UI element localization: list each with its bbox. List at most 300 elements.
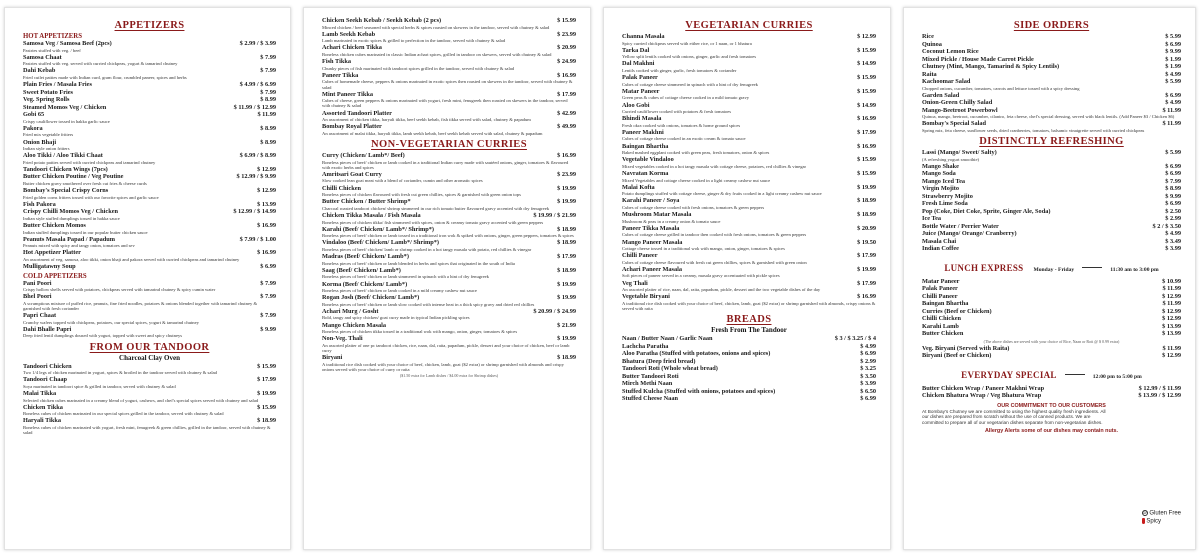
menu-item bbox=[622, 102, 876, 110]
item-price: $ 14.99 bbox=[857, 101, 876, 109]
menu-item bbox=[23, 201, 276, 209]
menu-item bbox=[23, 363, 276, 371]
menu-item bbox=[622, 47, 876, 55]
item-name: Chutney (Mint, Mango, Tamarind & Spicy Lentils) bbox=[922, 63, 1060, 70]
menu-item bbox=[922, 200, 1181, 208]
menu-item bbox=[622, 170, 876, 178]
item-name: Mango Iced Tea bbox=[922, 177, 966, 185]
menu-item bbox=[922, 245, 1181, 253]
item-description: A traditional rice dish cooked with your choice of beef, chicken, lamb, goat ($2 extra) or shrimp garnished with almonds, crispy onions & served with raita bbox=[622, 300, 876, 312]
item-name: Rogan Josh (Beef/ Chicken/ Lamb*) bbox=[322, 294, 420, 302]
item-price: $ 7.99 bbox=[260, 53, 276, 61]
item-price: $ 7.99 bbox=[260, 293, 276, 301]
item-price: $ 12.99 bbox=[1162, 307, 1181, 315]
item-name: Virgin Mojito bbox=[922, 185, 960, 193]
item-description: Spicy curried chickpeas served with either rice, or 1 naan, or 1 bhatura bbox=[622, 40, 752, 46]
item-name: Mango Shake bbox=[922, 162, 959, 170]
menu-item bbox=[23, 54, 276, 62]
item-name: Lamb Seekh Kebab bbox=[322, 30, 376, 38]
item-name: Palak Paneer bbox=[922, 285, 958, 293]
item-price: $ 17.99 bbox=[857, 252, 876, 260]
item-price: $ 6.99 bbox=[860, 350, 876, 358]
item-name: Chilli Paneer bbox=[922, 292, 958, 300]
item-price: $ 19.99 bbox=[557, 198, 576, 206]
item-name: Rice bbox=[922, 33, 934, 40]
menu-item bbox=[322, 253, 576, 261]
side-orders-heading: SIDE ORDERS bbox=[1013, 20, 1090, 31]
item-name: Strawberry Mojito bbox=[922, 192, 973, 200]
menu-item bbox=[922, 230, 1181, 238]
item-name: Vegetable Vindaloo bbox=[622, 156, 674, 164]
item-name: Mango Soda bbox=[922, 170, 956, 178]
menu-item bbox=[622, 60, 876, 68]
menu-panel-3 bbox=[603, 7, 891, 550]
menu-item bbox=[23, 139, 276, 147]
item-description: Boneless pieces of beef/ chicken or lamb simmered in spinach with a hint of dry fenugreek bbox=[322, 274, 489, 280]
item-name: Chilli Chicken bbox=[922, 315, 962, 323]
item-price: $ 19.99 / $ 21.99 bbox=[533, 212, 576, 220]
item-price: $ 3.99 bbox=[860, 380, 876, 388]
menu-item bbox=[23, 249, 276, 257]
item-name: Tarka Dal bbox=[622, 46, 650, 54]
item-description: Two 1/4 legs of chicken marinated in yogurt, spices & broiled in the tandoor served with chutney & salad bbox=[23, 370, 217, 376]
item-price: $ 5.99 bbox=[1165, 78, 1181, 85]
item-description: Soya marinated in tandoori spice & grilled in tandoor, served with chutney & salad bbox=[23, 383, 176, 389]
item-description: Boneless chicken cubes marinated in classic Indian achari spices, grilled in tandoor on skewers, served with chutney & salad bbox=[322, 51, 552, 57]
menu-item bbox=[23, 376, 276, 384]
item-price: $ 19.50 bbox=[857, 238, 876, 246]
item-price: $ 42.99 bbox=[557, 109, 576, 117]
veg-curries-heading: VEGETARIAN CURRIES bbox=[685, 20, 813, 31]
item-description: Butter chicken gravy smothered over fresh cut fries & cheese curds bbox=[23, 180, 147, 186]
item-name: Chicken Seekh Kebab / Seekh Kebab (2 pcs) bbox=[322, 17, 442, 24]
item-description: Boneless pieces of beef/ chicken or lamb slow cooked with intense heat in a thick spicy gravy and dried red chillies bbox=[322, 301, 535, 307]
item-name: Haryali Tikka bbox=[23, 417, 62, 425]
item-description: Peanuts mixed with spicy and tangy onion, tomatoes and sev bbox=[23, 243, 135, 249]
item-name: Achari Murg / Gosht bbox=[322, 307, 379, 315]
item-description: Boneless pieces of beef/ chicken or lamb cooked in a traditional Indian curry made with sautéed onions, ginger, tomatoes & flavoured with exotic herbs and spices bbox=[322, 159, 569, 170]
lunch-note: (The above dishes are served with your choice of Rice, Naan or Roti @ $ 0.99 extra) bbox=[983, 338, 1120, 344]
item-name: Steamed Momos Veg / Chicken bbox=[23, 103, 107, 111]
item-name: Pop (Coke, Diet Coke, Sprite, Ginger Ale, Soda) bbox=[922, 207, 1051, 215]
menu-item bbox=[922, 345, 1181, 353]
item-description: Lentils cooked with ginger, garlic, fresh tomatoes & coriander bbox=[622, 67, 737, 73]
menu-item bbox=[322, 58, 576, 66]
item-name: Samosa Chaat bbox=[23, 53, 62, 61]
menu-item bbox=[322, 322, 576, 330]
item-name: Lachcha Paratha bbox=[622, 342, 669, 350]
menu-item bbox=[322, 354, 576, 362]
item-description: Mushroom & peas in a creamy onion & tomato sauce bbox=[622, 218, 721, 224]
item-name: Curry (Chicken/ Lamb*/ Beef) bbox=[322, 152, 405, 160]
item-name: Crispy Chilli Momos Veg / Chicken bbox=[23, 208, 118, 216]
item-name: Bombay's Special Crispy Corns bbox=[23, 187, 109, 195]
menu-item bbox=[922, 56, 1181, 64]
item-price: $ 7.99 / $ 1.00 bbox=[239, 235, 276, 243]
item-description: Boneless pieces of beef/ chicken/ lamb or shrimp cooked in a hot tangy masala with potato, red chillies & vinegar bbox=[322, 246, 532, 252]
item-description: An assortment of malai tikka, haryali tikka, lamb seekh kebab, beef seekh kebab served with salad, chutney & papadum bbox=[322, 130, 543, 136]
lunch-hours: 11:30 am to 3:00 pm bbox=[1110, 266, 1159, 273]
menu-item bbox=[322, 335, 576, 343]
item-name: Aloo Tikki / Aloo Tikki Chaat bbox=[23, 152, 103, 160]
item-price: $ 11.99 bbox=[1162, 106, 1181, 114]
menu-item bbox=[23, 280, 276, 288]
item-description: Deep fried lentil dumplings doused with yogurt, topped with sweet and spicy chutneys bbox=[23, 333, 183, 339]
item-price: $ 7.99 bbox=[1165, 177, 1181, 185]
item-name: Bombay Royal Platter bbox=[322, 123, 382, 131]
menu-item bbox=[622, 266, 876, 274]
item-price: $ 6.99 bbox=[1165, 170, 1181, 178]
menu-panel-4 bbox=[903, 7, 1196, 550]
menu-item bbox=[622, 350, 876, 358]
item-name: Mint Paneer Tikka bbox=[322, 90, 374, 98]
item-description: Minced chicken / beef seasoned with special herbs & spices roasted on skewers in the tandoor, served with chutney & salad bbox=[322, 24, 550, 30]
item-price: $ 15.99 bbox=[257, 362, 276, 370]
item-description: An assorted platter of rice, naan, dal, raita, papadum, pickle, dessert and the two vegetable dishes of the day bbox=[622, 287, 821, 293]
item-name: Onion-Green Chilly Salad bbox=[922, 99, 993, 107]
item-price: $ 18.99 bbox=[257, 417, 276, 425]
menu-item bbox=[622, 143, 876, 151]
item-name: Karahi Lamb bbox=[922, 322, 959, 330]
item-price: $ 19.99 bbox=[857, 265, 876, 273]
item-price: $ 4.99 bbox=[860, 342, 876, 350]
item-name: Pakora bbox=[23, 124, 43, 132]
item-price: $ 2 / $ 3.50 bbox=[1152, 222, 1181, 230]
menu-item bbox=[322, 294, 576, 302]
item-price: $ 3.50 bbox=[860, 372, 876, 380]
menu-item bbox=[322, 123, 576, 131]
item-price: $ 18.99 bbox=[557, 354, 576, 362]
item-name: Karahi (Beef/ Chicken/ Lamb*/ Shrimp*) bbox=[322, 225, 434, 233]
item-name: Bottle Water / Perrier Water bbox=[922, 222, 999, 230]
menu-item bbox=[922, 48, 1181, 56]
item-price: $ 17.99 bbox=[857, 279, 876, 287]
item-name: Mixed Pickle / House Made Carrot Pickle bbox=[922, 55, 1034, 63]
item-price: $ 8.99 bbox=[260, 138, 276, 146]
item-name: Peanuts Masala Papad / Papadum bbox=[23, 235, 116, 243]
menu-item bbox=[322, 212, 576, 220]
item-price: $ 14.99 bbox=[857, 60, 876, 68]
item-name: Chilli Paneer bbox=[622, 252, 658, 260]
menu-item bbox=[922, 215, 1181, 223]
menu-item bbox=[23, 390, 276, 398]
menu-item bbox=[922, 41, 1181, 49]
item-price: $ 17.99 bbox=[557, 253, 576, 261]
item-price: $ 11.99 bbox=[1162, 285, 1181, 293]
item-price: $ 13.99 bbox=[257, 200, 276, 208]
menu-item bbox=[922, 392, 1181, 400]
item-price: $ 4.99 / $ 6.99 bbox=[239, 81, 276, 89]
menu-item bbox=[922, 285, 1181, 293]
item-price: $ 2.99 bbox=[1165, 215, 1181, 223]
allergy-alert: Allergy Alerts some of our dishes may contain nuts. bbox=[984, 427, 1119, 434]
item-name: Dahi Bhalle Papri bbox=[23, 325, 72, 333]
item-name: Mulligatawny Soup bbox=[23, 263, 76, 271]
menu-item bbox=[23, 417, 276, 425]
item-name: Hot Appetizer Platter bbox=[23, 249, 81, 257]
menu-item bbox=[23, 67, 276, 75]
item-price: $ 15.99 bbox=[857, 170, 876, 178]
item-name: Chicken Tikka bbox=[23, 403, 63, 411]
item-description: Cubes of cottage cheese cooked in an exotic cream & tomato sauce bbox=[622, 136, 746, 142]
item-price: $ 3 / $ 3.25 / $ 4 bbox=[834, 335, 876, 343]
item-name: Tandoori Roti (Whole wheat bread) bbox=[622, 365, 718, 373]
legend-spicy bbox=[1139, 518, 1181, 525]
item-description: Fried golden corns fritters tossed with our favorite spices and garlic sauce bbox=[23, 194, 159, 200]
everyday-special-title: EVERYDAY SPECIAL bbox=[961, 369, 1057, 380]
item-description: Cubes of homemade cheese, peppers & onions marinated in exotic spices then roasted on skewers in the tandoor, served with chutney & salad bbox=[322, 79, 573, 90]
cold-appetizers-list bbox=[23, 280, 276, 339]
menu-item bbox=[322, 152, 576, 160]
menu-item bbox=[23, 111, 276, 119]
item-name: Korma (Beef/ Chicken/ Lamb*) bbox=[322, 280, 408, 288]
item-name: Mushroom Matar Masala bbox=[622, 211, 692, 219]
item-price: $ 21.99 bbox=[557, 321, 576, 329]
legend bbox=[1139, 508, 1181, 527]
menu-item bbox=[622, 88, 876, 96]
menu-item bbox=[322, 185, 576, 193]
item-price: $ 11.99 bbox=[1162, 300, 1181, 308]
item-name: Ice Tea bbox=[922, 215, 942, 223]
item-description: Boneless pieces of chicken tikka/ fish simmered with spices, onion & creamy tomato gravy accented with green peppers bbox=[322, 219, 544, 225]
menu-item bbox=[622, 33, 876, 41]
item-description: An assortment of chicken tikka, haryali tikka, beef seekh kebab, fish tikka served with salad, chutney & papadum bbox=[322, 117, 531, 123]
item-price: $ 16.99 bbox=[857, 293, 876, 301]
item-name: Butter Chicken Wrap / Paneer Makhni Wrap bbox=[922, 384, 1045, 392]
menu-item bbox=[322, 31, 576, 39]
menu-item bbox=[322, 226, 576, 234]
everyday-special-header bbox=[922, 365, 1181, 383]
divider bbox=[1065, 374, 1085, 375]
menu-item bbox=[622, 280, 876, 288]
menu-item bbox=[922, 107, 1181, 115]
item-name: Karahi Paneer / Soya bbox=[622, 197, 680, 205]
item-price: $ 12.99 bbox=[257, 165, 276, 173]
item-price: $ 18.99 bbox=[857, 197, 876, 205]
item-price: $ 19.99 bbox=[557, 294, 576, 302]
commitment-heading: OUR COMMITMENT TO OUR CUSTOMERS bbox=[997, 402, 1106, 409]
menu-item bbox=[922, 223, 1181, 231]
drinks-heading: DISTINCTLY REFRESHING bbox=[979, 136, 1124, 148]
item-name: Dahi Kebab bbox=[23, 67, 56, 75]
item-name: Mango Paneer Masala bbox=[622, 238, 683, 246]
item-description: A traditional rice dish cooked with your choice of beef, chicken, lamb, goat ($2 extra) or shrimp garnished with almonds and crispy onions served with your choice of curry or raita bbox=[322, 361, 564, 372]
item-name: Stuffed Kulcha (Stuffed with onions, potatoes and spices) bbox=[622, 387, 776, 395]
item-name: Fish Tikka bbox=[322, 58, 351, 66]
menu-item bbox=[622, 388, 876, 396]
item-price: $ 7.99 bbox=[260, 312, 276, 320]
tandoor-list bbox=[23, 363, 276, 436]
item-price: $ 7.99 bbox=[260, 88, 276, 96]
item-description: Chopped onions, cucumber, tomatoes, carrots and lettuce tossed with a spicy dressing bbox=[922, 85, 1080, 91]
item-description: Crispy hollow shells served with potatoes, chickpeas served with tamarind chutney & spicy cumin water bbox=[23, 287, 216, 293]
menu-item bbox=[922, 293, 1181, 301]
item-price: $ 13.99 / $ 12.99 bbox=[1138, 392, 1181, 400]
menu-item bbox=[622, 380, 876, 388]
item-name: Dal Makhni bbox=[622, 60, 655, 68]
item-name: Butter Chicken bbox=[922, 330, 964, 338]
item-description: Cubes of cottage cheese grilled in tandoor then cooked with fresh onions, tomatoes & green peppers bbox=[622, 232, 807, 238]
item-description: Boneless pieces of beef/ chicken or lamb tossed in a traditional iron wok & spiked with onions, ginger, green peppers, tomatoes & spices bbox=[322, 233, 574, 239]
menu-item bbox=[23, 236, 276, 244]
item-name: Saag (Beef/ Chicken/ Lamb*) bbox=[322, 266, 401, 274]
item-price: $ 23.99 bbox=[557, 30, 576, 38]
non-veg-curries-list bbox=[322, 152, 576, 372]
item-price: $ 11.99 bbox=[1162, 344, 1181, 352]
menu-item bbox=[23, 152, 276, 160]
item-description: Fried cutlet patties made with Indian curd, gram flour, crumbled paneer, spices and herbs bbox=[23, 74, 187, 80]
menu-item bbox=[922, 63, 1181, 71]
menu-item bbox=[922, 300, 1181, 308]
item-description: Indian style stuffed dumplings tossed in hakka sauce bbox=[23, 215, 120, 221]
menu-item bbox=[622, 252, 876, 260]
menu-item bbox=[922, 92, 1181, 100]
item-price: $ 11.99 / $ 12.99 bbox=[233, 103, 276, 111]
item-name: Curries (Beef or Chicken) bbox=[922, 307, 992, 315]
item-price: $ 16.99 bbox=[557, 71, 576, 79]
item-price: $ 1.99 bbox=[1165, 55, 1181, 63]
item-name: Butter Chicken Momos bbox=[23, 222, 86, 230]
item-name: Mango-Beetroot Powerbowl bbox=[922, 106, 998, 114]
item-price: $ 19.99 bbox=[257, 390, 276, 398]
item-description: Pastries stuffed with veg. / beef bbox=[23, 47, 81, 53]
menu-item bbox=[23, 96, 276, 104]
item-name: Naan / Butter Naan / Garlic Naan bbox=[622, 335, 713, 343]
item-name: Onion Bhaji bbox=[23, 138, 57, 146]
item-price: $ 19.99 bbox=[557, 335, 576, 343]
item-description: Boneless cubes of chicken marinated in our special spices grilled in the tandoor, served with chutney & salad bbox=[23, 411, 224, 417]
lunch-list bbox=[922, 278, 1181, 338]
item-price: $ 3.25 bbox=[860, 365, 876, 373]
menu-item bbox=[322, 17, 576, 25]
menu-item bbox=[622, 365, 876, 373]
item-name: Vegetable Biryani bbox=[622, 293, 670, 301]
item-price: $ 20.99 bbox=[857, 224, 876, 232]
menu-item bbox=[322, 281, 576, 289]
item-price: $ 11.99 bbox=[257, 111, 276, 119]
item-name: Palak Paneer bbox=[622, 74, 658, 82]
item-name: Matar Paneer bbox=[622, 87, 660, 95]
item-description: Spring mix, feta cheese, sunflower seeds, dried cranberries, tomatoes, balsamic vinaigrette served with curried chickpeas bbox=[922, 127, 1145, 133]
legend-gluten-free-label: Gluten Free bbox=[1149, 510, 1181, 517]
item-name: Mirch Methi Naan bbox=[622, 380, 673, 388]
item-name: Veg. Spring Rolls bbox=[23, 96, 70, 104]
menu-item bbox=[23, 404, 276, 412]
item-name: Bhel Poori bbox=[23, 293, 52, 301]
item-price: $ 10.99 bbox=[1162, 277, 1181, 285]
item-price: $ 9.99 bbox=[1165, 192, 1181, 200]
item-name: Tandoori Chicken Wings (7pcs) bbox=[23, 165, 108, 173]
lunch-days: Monday - Friday bbox=[1033, 266, 1075, 273]
menu-item bbox=[23, 312, 276, 320]
menu-item bbox=[622, 239, 876, 247]
item-price: $ 15.99 bbox=[857, 87, 876, 95]
item-name: Amritsari Goat Curry bbox=[322, 170, 382, 178]
menu-item bbox=[622, 74, 876, 82]
breads-list bbox=[622, 335, 876, 403]
item-name: Pani Poori bbox=[23, 279, 52, 287]
menu-item bbox=[922, 193, 1181, 201]
item-name: Paneer Tikka Masala bbox=[622, 224, 680, 232]
item-name: Stuffed Cheese Naan bbox=[622, 395, 678, 403]
menu-item bbox=[922, 163, 1181, 171]
item-price: $ 12.99 / $ 14.99 bbox=[233, 208, 276, 216]
menu-item bbox=[23, 187, 276, 195]
item-price: $ 19.99 bbox=[557, 184, 576, 192]
menu-item bbox=[622, 156, 876, 164]
menu-item bbox=[622, 373, 876, 381]
item-price: $ 1.99 bbox=[1165, 63, 1181, 70]
item-price: $ 6.99 / $ 8.99 bbox=[239, 152, 276, 160]
everyday-list bbox=[922, 385, 1181, 400]
item-description: Selected chicken cubes marinated in a creamy blend of yogurt, cashews, and chef's special spices served with chutney and salad bbox=[23, 397, 259, 403]
item-name: Vindaloo (Beef/ Chicken/ Lamb*/ Shrimp*) bbox=[322, 239, 439, 247]
menu-item bbox=[322, 72, 576, 80]
menu-item bbox=[922, 170, 1181, 178]
item-description: Indian style onion fritters bbox=[23, 146, 70, 152]
item-name: Juice (Mango/ Orange/ Cranberry) bbox=[922, 230, 1017, 238]
item-description: Mixed vegetables cooked in a hot tangy masala with cottage cheese, potatoes, red chillies & vinegar bbox=[622, 163, 807, 169]
appetizers-heading: APPETIZERS bbox=[114, 20, 185, 31]
item-price: $ 18.99 bbox=[857, 211, 876, 219]
item-name: Veg. Biryani (Served with Raita) bbox=[922, 344, 1010, 352]
item-name: Lassi (Mango/ Sweet/ Salty) bbox=[922, 149, 997, 157]
menu-item bbox=[922, 385, 1181, 393]
item-price: $ 18.99 bbox=[557, 239, 576, 247]
item-price: $ 5.99 bbox=[1165, 33, 1181, 40]
item-description: An assortment of veg. samosa, aloo tikki, onion bhaji and pakora served with curried chickpeas and tamarind chutney bbox=[23, 256, 240, 262]
everyday-hours: 12:00 pm to 5:00 pm bbox=[1092, 373, 1142, 380]
breads-subheading: Fresh From The Tandoor bbox=[711, 326, 787, 335]
item-price: $ 2.50 bbox=[1165, 207, 1181, 215]
item-price: $ 49.99 bbox=[557, 123, 576, 131]
item-description: Indian stuffed dumplings tossed in our popular butter chicken sauce bbox=[23, 229, 148, 235]
item-name: Chicken Tikka Masala / Fish Masala bbox=[322, 212, 421, 220]
menu-panel-2 bbox=[303, 7, 591, 550]
item-price: $ 15.99 bbox=[857, 46, 876, 54]
menu-item bbox=[322, 110, 576, 118]
item-price: $ 15.99 bbox=[557, 17, 576, 24]
item-price: $ 9.99 bbox=[260, 325, 276, 333]
menu-item bbox=[922, 33, 1181, 41]
menu-item bbox=[922, 330, 1181, 338]
item-description: Charcoal roasted tandoori chicken/ shrimp simmered in our rich tomato butter flavoured gravy accented with dry fenugreek bbox=[322, 205, 550, 211]
item-price: $ 8.99 bbox=[260, 96, 276, 104]
item-description: A scrumptious mixture of puffed rice, peanuts, fine fried noodles, potatoes & onions blended together with tamarind chutney & garnished with fresh coriander bbox=[23, 300, 258, 312]
divider bbox=[1082, 267, 1102, 268]
menu-item bbox=[622, 115, 876, 123]
item-price: $ 4.99 bbox=[1165, 70, 1181, 78]
item-description: Boneless pieces of chicken flavoured with fresh cut green chillies, spices & garnished with green onion tops bbox=[322, 192, 521, 198]
menu-item bbox=[622, 358, 876, 366]
item-description: Fried potato patties served with curried chickpeas and tamarind chutney bbox=[23, 159, 156, 165]
menu-item bbox=[322, 308, 576, 316]
item-price: $ 3.49 bbox=[1165, 237, 1181, 245]
item-name: Baingan Bhartha bbox=[922, 300, 969, 308]
side-orders-list bbox=[922, 33, 1181, 133]
item-name: Malai Kofta bbox=[622, 183, 655, 191]
menu-item bbox=[922, 308, 1181, 316]
item-name: Bhatura (Deep fried bread) bbox=[622, 357, 696, 365]
item-price: $ 6.99 bbox=[1165, 162, 1181, 170]
item-description: Fried mix vegetable fritters bbox=[23, 132, 74, 138]
item-price: $ 6.50 bbox=[860, 387, 876, 395]
item-price: $ 6.99 bbox=[1165, 91, 1181, 99]
item-description: Crunchy wafers topped with chickpeas, potatoes, our special spices, yogurt & tamarind chutney bbox=[23, 319, 199, 325]
item-description: Soft pieces of paneer served in a creamy, masala gravy accentuated with pickle spices bbox=[622, 273, 780, 279]
commitment-text: At Bombay's Chutney we are committed to using the highest quality fresh ingredients. All our dishes are prepared from scratch without the use of canned products. We are committed to prepare all of our vegetarian dishes separate from non-vegetarian dishes. bbox=[922, 408, 1106, 425]
menu-item bbox=[922, 323, 1181, 331]
